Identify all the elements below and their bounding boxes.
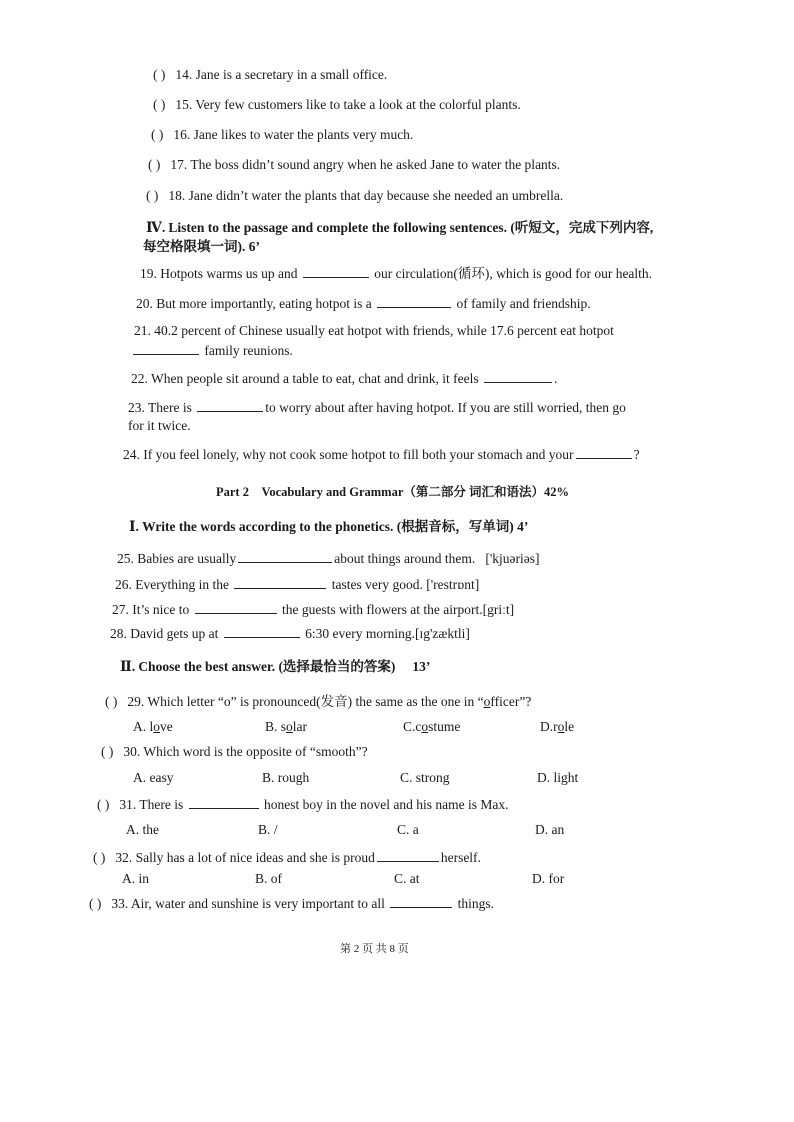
mc-29-option-a[interactable]: A. love [133, 719, 173, 734]
answer-paren[interactable]: ( ) [101, 744, 114, 759]
phonetic-item-28: 28. David gets up at 6:30 every morning.[ɪg'zæktli] [110, 626, 470, 641]
answer-blank[interactable] [133, 341, 199, 355]
answer-blank[interactable] [303, 264, 369, 278]
phonetic-item-27: 27. It’s nice to the guests with flowers at the airport.[griːt] [112, 602, 515, 617]
answer-paren[interactable]: ( ) [148, 157, 161, 172]
mc-32-option-d[interactable]: D. for [532, 871, 565, 886]
mc-31-option-b[interactable]: B. / [258, 822, 278, 837]
mc-30-option-a[interactable]: A. easy [133, 770, 174, 785]
answer-paren[interactable]: ( ) [97, 797, 110, 812]
answer-paren[interactable]: ( ) [146, 188, 159, 203]
mc-31-option-c[interactable]: C. a [397, 822, 419, 837]
answer-paren[interactable]: ( ) [151, 127, 164, 142]
answer-paren[interactable]: ( ) [153, 97, 166, 112]
section-2-heading: Ⅱ. Choose the best answer. (选择最恰当的答案) 13’ [120, 659, 431, 675]
listen-item-21-cont: family reunions. [131, 341, 293, 360]
part-2-heading: Part 2 Vocabulary and Grammar（第二部分 词汇和语法）42% [216, 485, 570, 499]
section-4-heading-line2: 每空格限填一词). 6’ [143, 239, 260, 254]
phonetic-item-26: 26. Everything in the tastes very good. ['restrɒnt] [115, 577, 480, 592]
answer-paren[interactable]: ( ) [89, 896, 102, 911]
listen-item-19: 19. Hotpots warms us up and our circulation(循环), which is good for our health. [140, 266, 653, 281]
listen-item-23: 23. There is to worry about after having hotpot. If you are still worried, then go [128, 400, 626, 415]
answer-blank[interactable] [224, 624, 300, 638]
mc-29-option-d[interactable]: D.role [540, 719, 575, 734]
tf-item-15: ( ) 15. Very few customers like to take a look at the colorful plants. [153, 97, 521, 112]
page-footer: 第 2 页 共 8 页 [340, 943, 409, 955]
phonetic-item-25: 25. Babies are usually about things around them. ['kjuəriəs] [117, 551, 540, 566]
tf-item-17: ( ) 17. The boss didn’t sound angry when he asked Jane to water the plants. [148, 157, 561, 172]
mc-30-option-c[interactable]: C. strong [400, 770, 450, 785]
tf-item-18: ( ) 18. Jane didn’t water the plants that day because she needed an umbrella. [146, 188, 564, 203]
mc-32-option-a[interactable]: A. in [122, 871, 149, 886]
mc-31-option-a[interactable]: A. the [126, 822, 159, 837]
listen-item-24: 24. If you feel lonely, why not cook some hotpot to fill both your stomach and your ? [123, 447, 640, 462]
answer-blank[interactable] [576, 445, 632, 459]
answer-blank[interactable] [195, 600, 277, 614]
listen-item-22: 22. When people sit around a table to eat, chat and drink, it feels . [131, 371, 558, 386]
mc-item-30: ( ) 30. Which word is the opposite of “smooth”? [101, 744, 368, 759]
mc-item-33: ( ) 33. Air, water and sunshine is very important to all things. [89, 896, 495, 911]
answer-blank[interactable] [197, 398, 263, 412]
answer-blank[interactable] [377, 848, 439, 862]
mc-30-option-b[interactable]: B. rough [262, 770, 310, 785]
mc-item-31: ( ) 31. There is honest boy in the novel and his name is Max. [97, 797, 509, 812]
mc-29-option-c[interactable]: C.costume [403, 719, 461, 734]
mc-item-29: ( ) 29. Which letter “o” is pronounced(发音) the same as the one in “officer”? [105, 694, 532, 709]
listen-item-23-cont: for it twice. [128, 418, 191, 433]
mc-32-option-b[interactable]: B. of [255, 871, 282, 886]
listen-item-21: 21. 40.2 percent of Chinese usually eat hotpot with friends, while 17.6 percent eat hotpot [134, 323, 614, 338]
tf-item-14: ( ) 14. Jane is a secretary in a small office. [153, 67, 388, 82]
answer-blank[interactable] [390, 894, 452, 908]
answer-blank[interactable] [377, 294, 451, 308]
mc-32-option-c[interactable]: C. at [394, 871, 420, 886]
answer-blank[interactable] [234, 575, 326, 589]
answer-paren[interactable]: ( ) [105, 694, 118, 709]
section-1-heading: Ⅰ. Write the words according to the phonetics. (根据音标，写单词) 4’ [129, 519, 529, 535]
answer-paren[interactable]: ( ) [153, 67, 166, 82]
answer-blank[interactable] [484, 369, 552, 383]
mc-31-option-d[interactable]: D. an [535, 822, 565, 837]
answer-blank[interactable] [189, 795, 259, 809]
answer-blank[interactable] [238, 549, 332, 563]
listen-item-20: 20. But more importantly, eating hotpot is a of family and friendship. [136, 296, 591, 311]
tf-item-16: ( ) 16. Jane likes to water the plants very much. [151, 127, 414, 142]
answer-paren[interactable]: ( ) [93, 850, 106, 865]
mc-30-option-d[interactable]: D. light [537, 770, 579, 785]
mc-item-32: ( ) 32. Sally has a lot of nice ideas and she is proud herself. [93, 850, 481, 865]
section-4-heading: Ⅳ. Listen to the passage and complete the following sentences. (听短文，完成下列内容, [146, 220, 654, 236]
mc-29-option-b[interactable]: B. solar [265, 719, 308, 734]
